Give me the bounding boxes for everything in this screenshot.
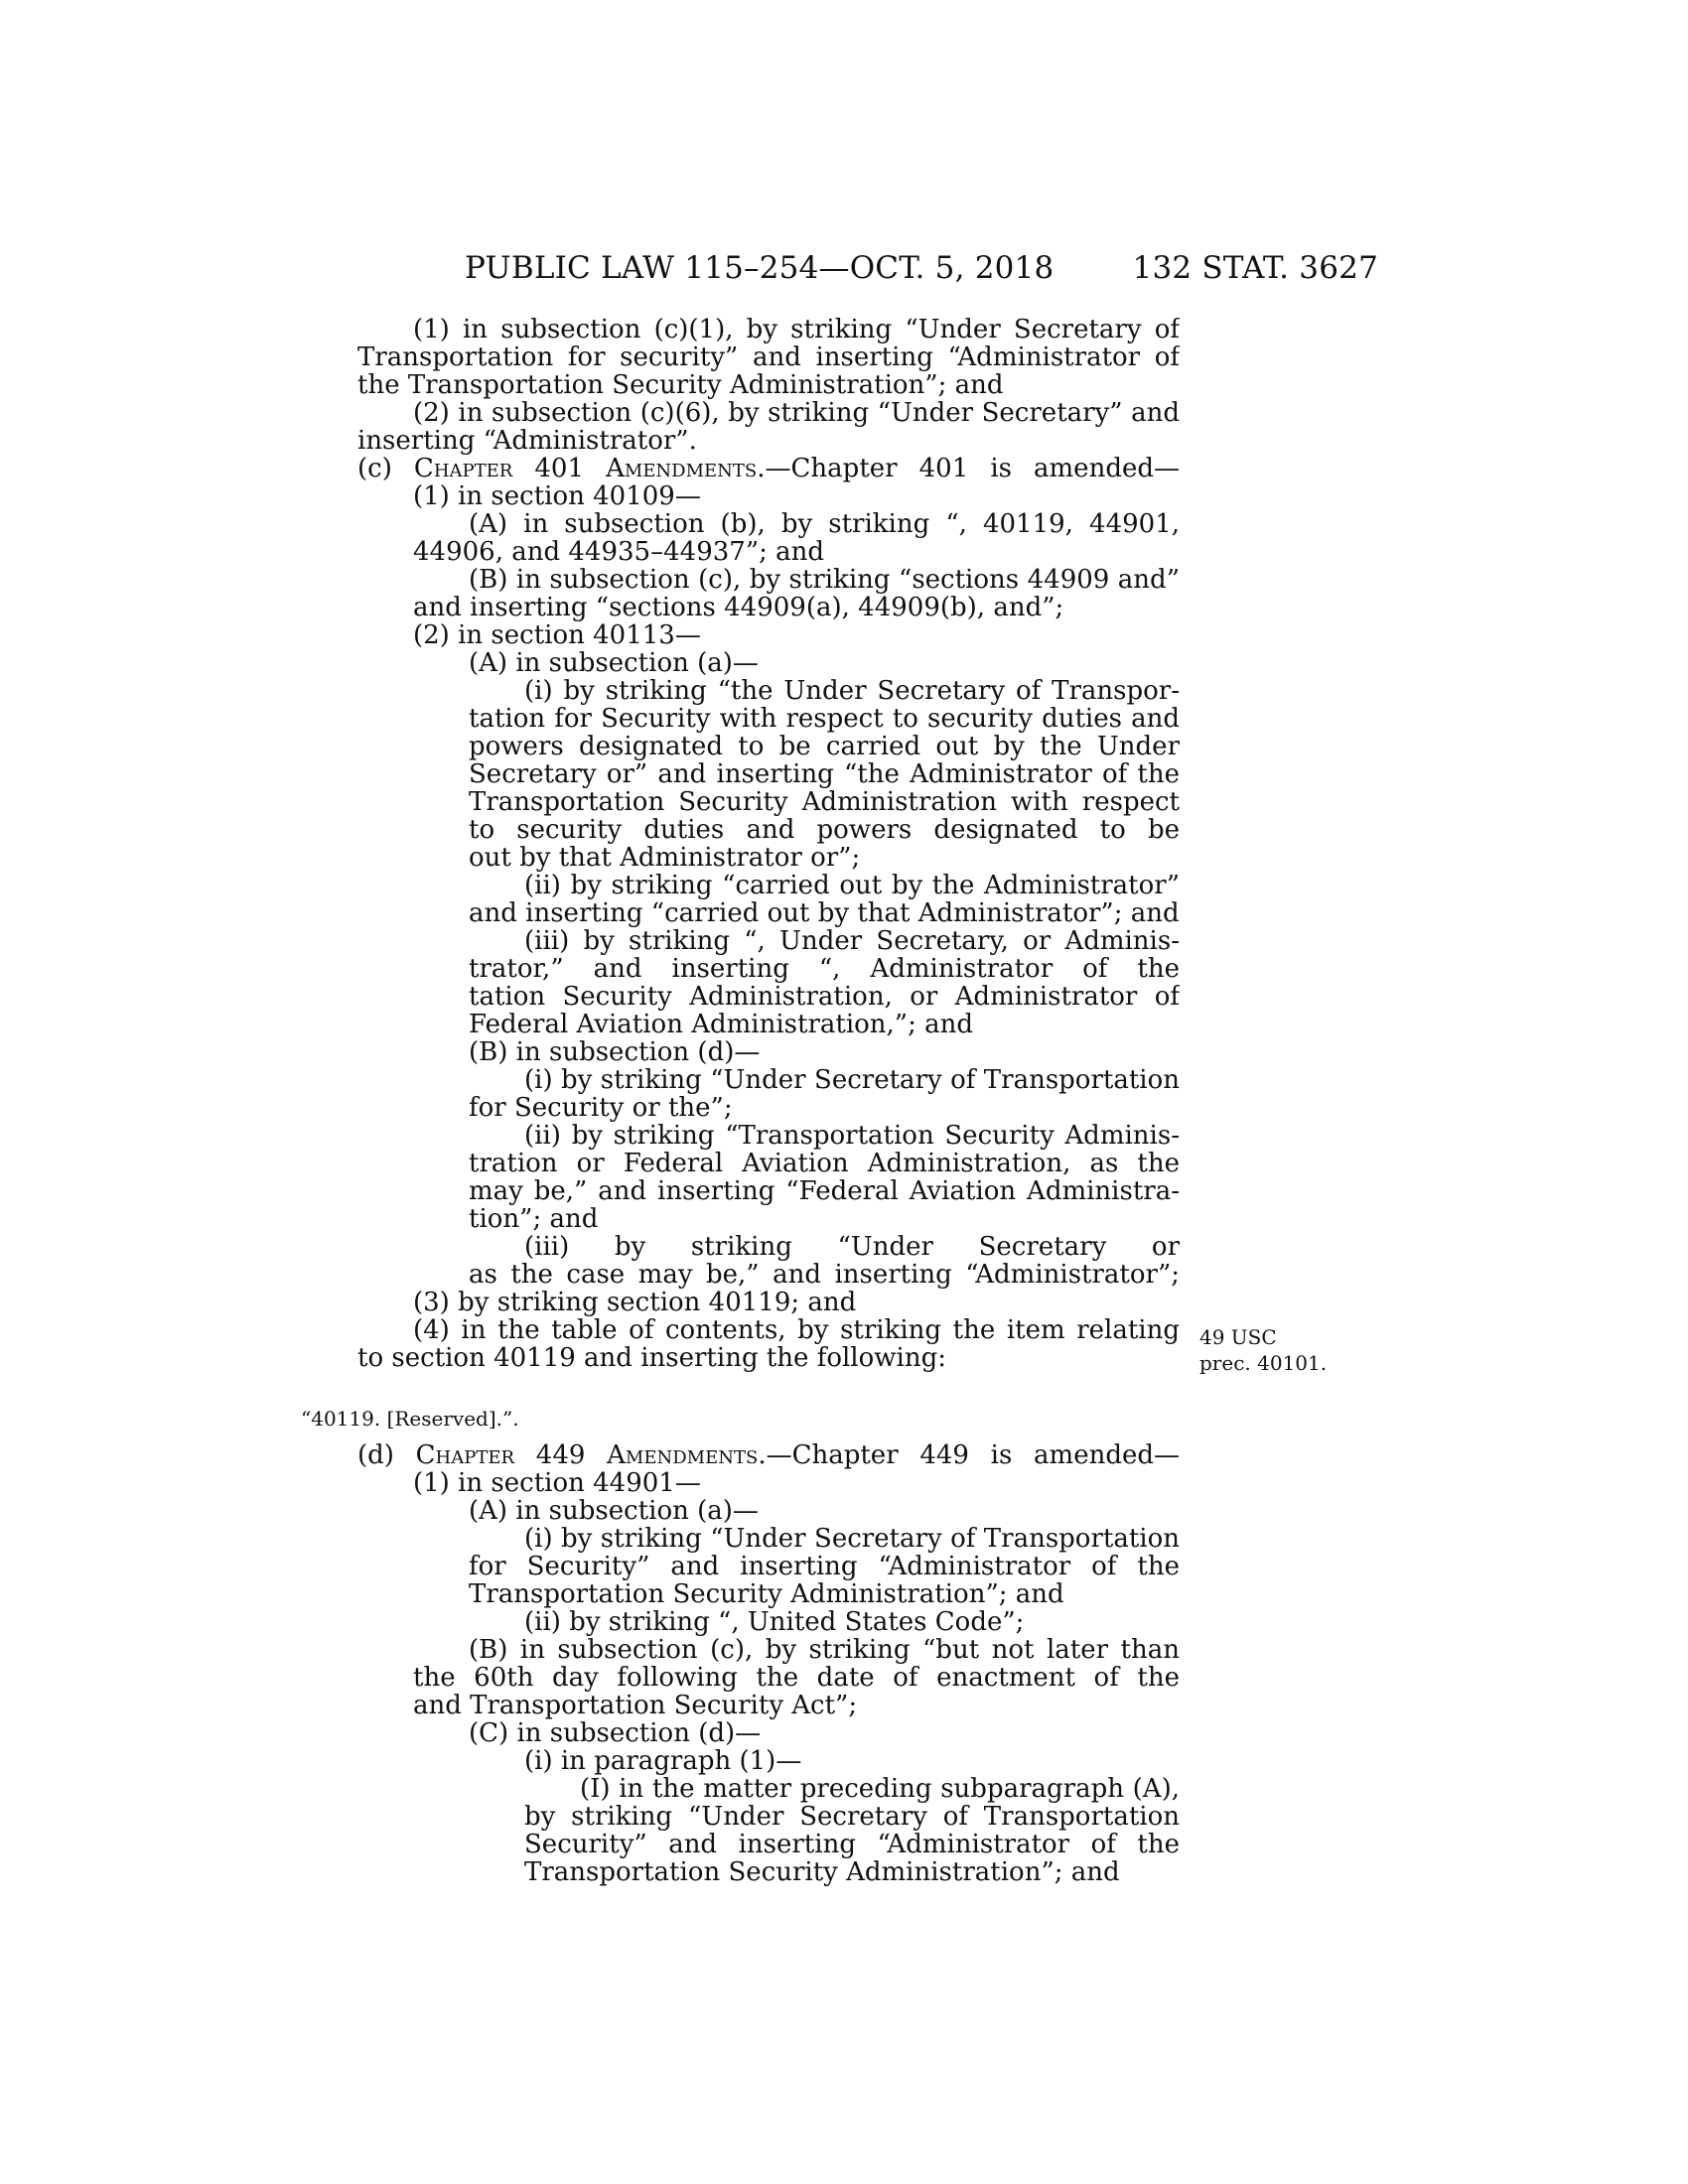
- text-line: (1) in section 40109—: [413, 481, 701, 511]
- text-line: (A) in subsection (a)—: [469, 1496, 759, 1526]
- text-line: to section 40119 and inserting the following:: [357, 1343, 946, 1373]
- text-line: Federal Aviation Administration,”; and: [469, 1010, 974, 1039]
- text-line: (C) in subsection (d)—: [469, 1718, 762, 1748]
- page-header: [465, 246, 1378, 290]
- usc-margin-note: [1199, 1324, 1327, 1376]
- text-line: for Security or the”;: [469, 1093, 733, 1123]
- text-line: and inserting “sections 44909(a), 44909(b), and”;: [413, 593, 1064, 622]
- text-line: (i) by striking “the Under Secretary of Transpor-: [524, 677, 1180, 705]
- text-line: for Security” and inserting “Administrator of the: [469, 1553, 1180, 1580]
- text-line: (1) in section 44901—: [413, 1468, 701, 1498]
- text-line: tion”; and: [469, 1204, 599, 1234]
- statute-text-top: [357, 316, 1180, 1372]
- text-line: (B) in subsection (d)—: [469, 1037, 761, 1067]
- text-line: to security duties and powers designated to be: [469, 816, 1180, 844]
- text-line: (iii) by striking “Under Secretary or: [524, 1233, 1180, 1261]
- text-line: (ii) by striking “, United States Code”;: [524, 1607, 1025, 1637]
- text-line: (i) in paragraph (1)—: [524, 1746, 802, 1776]
- text-line: (2) in section 40113—: [413, 620, 701, 650]
- text-line: (A) in subsection (b), by striking “, 40119, 44901,: [469, 510, 1180, 538]
- text-line: (4) in the table of contents, by striking the item relating: [413, 1316, 1180, 1344]
- text-line: (iii) by striking “, Under Secretary, or Adminis-: [524, 927, 1180, 955]
- text-line: (B) in subsection (c), by striking “sections 44909 and”: [469, 566, 1180, 594]
- text-line: as the case may be,” and inserting “Administrator”;: [469, 1261, 1180, 1289]
- text-line: trator,” and inserting “, Administrator of the: [469, 955, 1180, 983]
- text-line: by striking “Under Secretary of Transportation: [524, 1803, 1180, 1831]
- text-line: (3) by striking section 40119; and: [413, 1288, 857, 1317]
- text-line: and inserting “carried out by that Administrator”; and: [469, 898, 1180, 928]
- text-line: Security” and inserting “Administrator of the: [524, 1831, 1180, 1858]
- text-line: (A) in subsection (a)—: [469, 648, 759, 678]
- text-line: Transportation Security Administration”; and: [524, 1857, 1120, 1887]
- stat-page-number: 132 STAT. 3627: [1132, 250, 1378, 286]
- text-line: (I) in the matter preceding subparagraph (A),: [580, 1775, 1180, 1803]
- text-line: tation for Security with respect to security duties and: [469, 705, 1180, 733]
- text-line: powers designated to be carried out by the Under: [469, 733, 1180, 760]
- text-line: Secretary or” and inserting “the Administrator of the: [469, 760, 1180, 788]
- text-line: (c) Chapter 401 Amendments.—Chapter 401 is amended—: [357, 455, 1180, 482]
- text-line: tation Security Administration, or Administrator of: [469, 983, 1180, 1011]
- text-line: tration or Federal Aviation Administration, as the: [469, 1150, 1180, 1177]
- text-line: out by that Administrator or”;: [469, 843, 861, 873]
- text-line: the Transportation Security Administration”; and: [357, 370, 1004, 400]
- text-line: may be,” and inserting “Federal Aviation Administra-: [469, 1177, 1180, 1205]
- margin-note-line-2: prec. 40101.: [1199, 1351, 1328, 1375]
- statute-text-bottom: [357, 1441, 1180, 1886]
- text-line: Transportation Security Administration”; and: [469, 1579, 1064, 1609]
- text-line: (d) Chapter 449 Amendments.—Chapter 449 is amended—: [357, 1441, 1180, 1469]
- public-law-header: PUBLIC LAW 115–254—OCT. 5, 2018: [465, 250, 1055, 286]
- table-of-contents-entry: “40119. [Reserved].”.: [301, 1407, 519, 1431]
- text-line: Transportation for security” and inserting “Administrator of: [357, 343, 1180, 371]
- text-line: Transportation Security Administration with respect: [469, 788, 1180, 816]
- text-line: (ii) by striking “carried out by the Administrator”: [524, 872, 1180, 899]
- text-line: the 60th day following the date of enactment of the: [413, 1664, 1180, 1692]
- text-line: (i) by striking “Under Secretary of Transportation: [524, 1066, 1180, 1094]
- text-line: and Transportation Security Act”;: [413, 1691, 858, 1720]
- margin-note-line-1: 49 USC: [1199, 1325, 1277, 1349]
- text-line: 44906, and 44935–44937”; and: [413, 537, 825, 567]
- text-line: inserting “Administrator”.: [357, 426, 697, 456]
- text-line: (B) in subsection (c), by striking “but not later than: [469, 1636, 1180, 1664]
- text-line: (2) in subsection (c)(6), by striking “Under Secretary” and: [413, 399, 1180, 427]
- text-line: (i) by striking “Under Secretary of Transportation: [524, 1525, 1180, 1553]
- text-line: (ii) by striking “Transportation Security Adminis-: [524, 1122, 1180, 1150]
- text-line: (1) in subsection (c)(1), by striking “Under Secretary of: [413, 316, 1180, 343]
